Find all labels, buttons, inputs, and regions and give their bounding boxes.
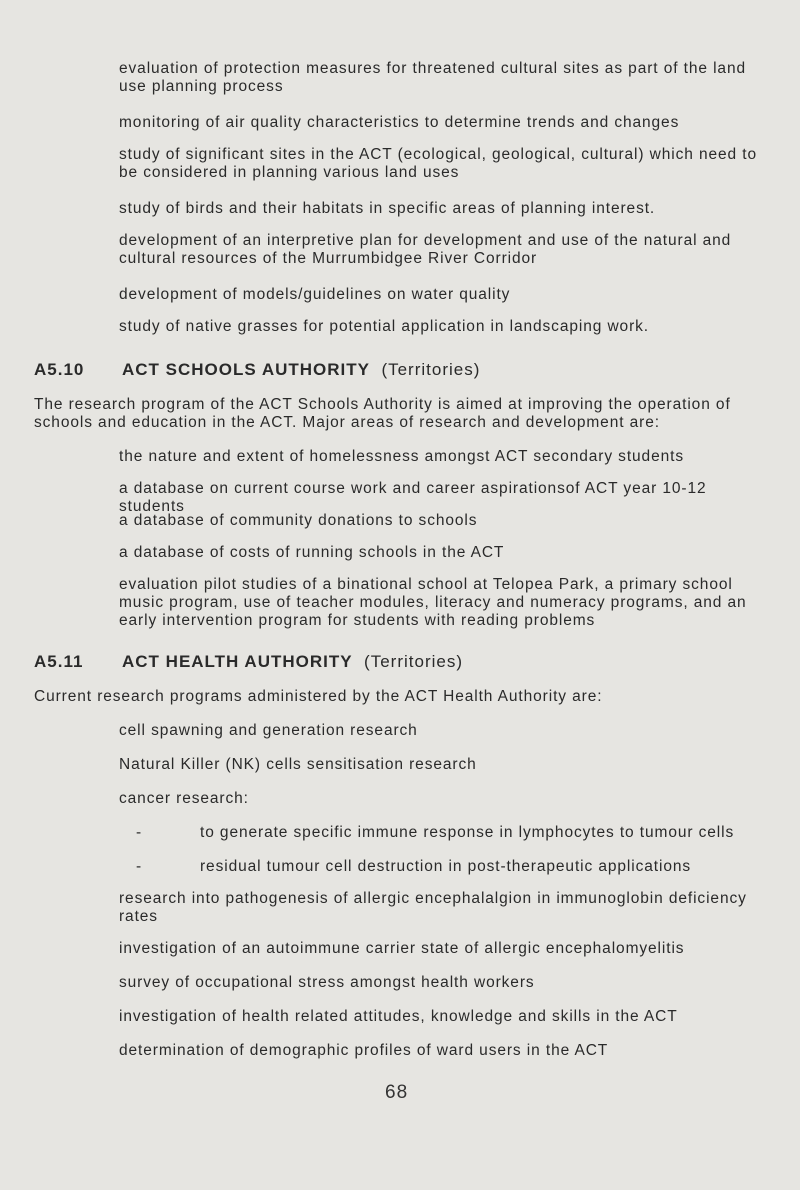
list-item: study of birds and their habitats in specific areas of planning interest. — [119, 200, 656, 217]
list-item: a database of costs of running schools in the ACT — [119, 544, 505, 561]
list-item: research into pathogenesis of allergic encephalalgion in immunoglobin deficiency rates — [119, 890, 747, 925]
sub-list-item-text: residual tumour cell destruction in post-therapeutic applications — [200, 858, 692, 875]
list-item: a database on current course work and career aspirationsof ACT year 10-12 students — [119, 480, 707, 515]
list-item: determination of demographic profiles of ward users in the ACT — [119, 1042, 609, 1059]
section-heading-a510 — [34, 360, 480, 380]
section-intro: Current research programs administered by the ACT Health Authority are: — [34, 688, 603, 705]
list-item: development of an interpretive plan for development and use of the natural and cultural resources of the Murrumbidgee River Corridor — [119, 232, 732, 267]
section-heading-a511 — [34, 652, 463, 672]
list-item: the nature and extent of homelessness amongst ACT secondary students — [119, 448, 684, 465]
section-number: A5.11 — [34, 652, 84, 671]
list-item: a database of community donations to schools — [119, 512, 478, 529]
sub-list-item — [136, 858, 774, 876]
list-item: development of models/guidelines on water quality — [119, 286, 511, 303]
dash-marker: - — [136, 858, 143, 875]
list-item: evaluation pilot studies of a binational school at Telopea Park, a primary school music program, use of teacher modules, literacy and numeracy programs, and an early intervention program for students with reading problems — [119, 576, 747, 629]
list-item: cancer research: — [119, 790, 249, 807]
list-item: monitoring of air quality characteristics to determine trends and changes — [119, 114, 680, 131]
list-item: study of significant sites in the ACT (ecological, geological, cultural) which need to be considered in planning various land uses — [119, 146, 757, 181]
list-item: investigation of an autoimmune carrier state of allergic encephalomyelitis — [119, 940, 685, 957]
section-qualifier: (Territories) — [364, 652, 463, 671]
list-item: Natural Killer (NK) cells sensitisation research — [119, 756, 477, 773]
list-item: study of native grasses for potential application in landscaping work. — [119, 318, 649, 335]
list-item: investigation of health related attitudes, knowledge and skills in the ACT — [119, 1008, 678, 1025]
sub-list-item-text: to generate specific immune response in lymphocytes to tumour cells — [200, 824, 735, 841]
dash-marker: - — [136, 824, 143, 841]
page-number: 68 — [385, 1082, 409, 1103]
list-item: evaluation of protection measures for threatened cultural sites as part of the land use planning process — [119, 60, 746, 95]
section-number: A5.10 — [34, 360, 85, 379]
section-qualifier: (Territories) — [381, 360, 481, 379]
section-title: ACT SCHOOLS AUTHORITY — [122, 360, 370, 379]
section-intro: The research program of the ACT Schools Authority is aimed at improving the operation of schools and education in the ACT. Major areas of research and development are: — [34, 396, 731, 431]
section-title: ACT HEALTH AUTHORITY — [122, 652, 353, 671]
list-item: survey of occupational stress amongst health workers — [119, 974, 535, 991]
list-item: cell spawning and generation research — [119, 722, 418, 739]
sub-list-item — [136, 824, 774, 842]
